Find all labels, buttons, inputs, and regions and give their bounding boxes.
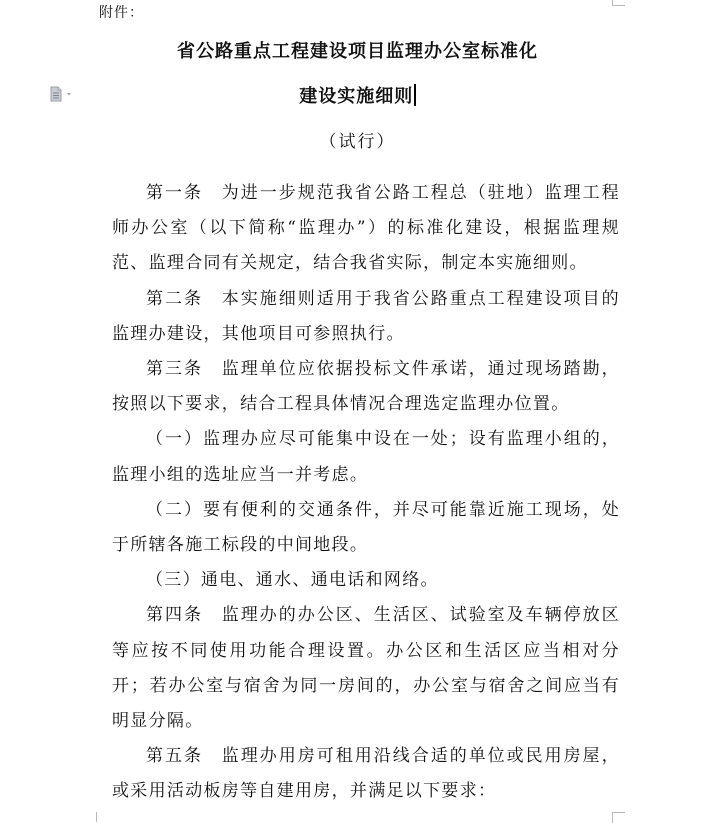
body-paragraph <box>112 739 620 809</box>
paragraph-text: （一）监理办应尽可能集中设在一处；设有监理小组的，监理小组的选址应当一并考虑。 <box>112 429 620 485</box>
attachment-label: 附件： <box>99 5 144 21</box>
paragraph-text: （三）通电、通水、通电话和网络。 <box>146 570 439 591</box>
document-options-icon[interactable] <box>49 86 77 102</box>
margin-mark-top-right <box>612 0 625 6</box>
body-paragraph <box>112 422 620 492</box>
margin-mark-bottom-left <box>96 812 98 822</box>
body-paragraph <box>112 176 620 282</box>
body-paragraph <box>112 493 620 563</box>
article-number: 第五条 <box>146 746 203 767</box>
article-number: 第三条 <box>146 359 203 380</box>
article-number: 第二条 <box>146 288 203 309</box>
paragraph-text: 为进一步规范我省公路工程总（驻地）监理工程师办公室（以下简称“监理办”）的标准化建设，根据监理规范、监理合同有关规定，结合我省实际，制定本实施细则。 <box>112 183 620 274</box>
article-number: 第四条 <box>146 605 203 626</box>
body-paragraph <box>112 352 620 422</box>
article-number: 第一条 <box>146 183 203 203</box>
paragraph-text: 本实施细则适用于我省公路重点工程建设项目的监理办建设，其他项目可参照执行。 <box>112 288 620 344</box>
body-paragraph <box>112 598 620 739</box>
paragraph-text: 监理单位应依据投标文件承诺，通过现场踏勘，按照以下要求，结合工程具体情况合理选定监理办位置。 <box>112 359 620 415</box>
document-title-line2[interactable] <box>100 84 615 109</box>
document-subtitle: （试行） <box>319 132 396 152</box>
document-title-line1: 省公路重点工程建设项目监理办公室标准化 <box>177 41 538 62</box>
paragraph-text: （二）要有便利的交通条件，并尽可能靠近施工现场，处于所辖各施工标段的中间地段。 <box>112 499 620 556</box>
paragraph-text: 监理办用房可租用沿线合适的单位或民用房屋，或采用活动板房等自建用房，并满足以下要求： <box>112 746 620 802</box>
text-cursor <box>414 84 416 106</box>
document-title-line2-text: 建设实施细则 <box>299 86 414 107</box>
paragraph-text: 监理办的办公区、生活区、试验室及车辆停放区等应按不同使用功能合理设置。办公区和生活区应当相对分开；若办公室与宿舍为同一房间的，办公室与宿舍之间应当有明显分隔。 <box>112 605 620 732</box>
margin-mark-bottom-right <box>612 812 625 823</box>
document-body[interactable] <box>112 176 620 810</box>
body-paragraph <box>112 563 620 598</box>
body-paragraph <box>112 282 620 352</box>
